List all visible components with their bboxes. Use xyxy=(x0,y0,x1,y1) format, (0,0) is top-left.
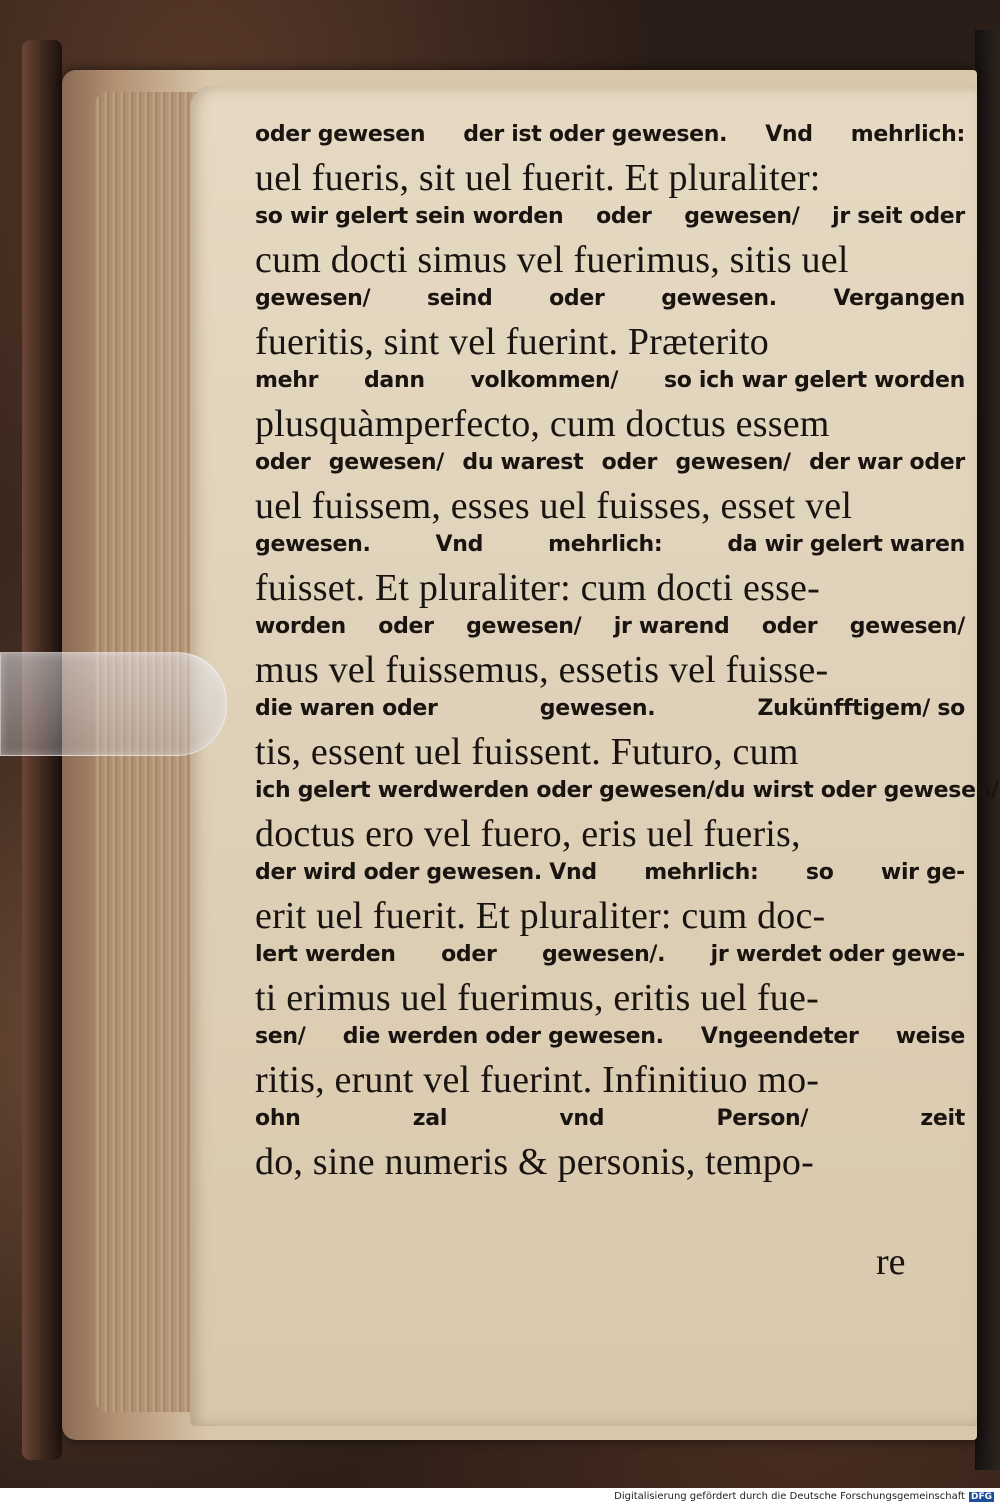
gloss-segment: der wird oder gewesen. Vnd xyxy=(255,860,597,885)
gloss-line xyxy=(255,942,965,967)
gloss-line xyxy=(255,204,965,229)
gloss-segment: lert werden xyxy=(255,942,396,967)
gloss-segment: worden xyxy=(255,614,346,639)
latin-line: ti erimus uel fuerimus, eritis uel fue- xyxy=(255,977,819,1019)
gloss-segment: du wirst oder gewesen/ xyxy=(714,778,999,803)
gloss-line xyxy=(255,860,965,885)
gloss-segment: gewesen/. xyxy=(541,942,666,967)
gloss-segment: oder xyxy=(378,614,434,639)
latin-line: ritis, erunt vel fuerint. Infinitiuo mo- xyxy=(255,1059,820,1101)
latin-line: uel fueris, sit uel fuerit. Et pluraliter: xyxy=(255,157,821,199)
gloss-segment: Vnd xyxy=(765,122,813,147)
gloss-segment: du warest xyxy=(462,450,584,475)
gloss-segment: jr werdet oder gewe- xyxy=(710,942,965,967)
gloss-segment: Person/ xyxy=(716,1106,809,1131)
gloss-segment: so ich war gelert worden xyxy=(663,368,965,393)
gloss-line xyxy=(255,532,965,557)
latin-line: fueritis, sint vel fuerint. Præterito xyxy=(255,321,769,363)
latin-line: tis, essent uel fuissent. Futuro, cum xyxy=(255,731,799,773)
latin-line: erit uel fuerit. Et pluraliter: cum doc- xyxy=(255,895,826,937)
gloss-segment: gewesen/ xyxy=(255,286,371,311)
gloss-segment: sen/ xyxy=(255,1024,306,1049)
gloss-segment: die werden oder gewesen. xyxy=(342,1024,664,1049)
gloss-segment: oder xyxy=(761,614,818,639)
gloss-segment: Vnd xyxy=(435,532,484,557)
gloss-segment: der ist oder gewesen. xyxy=(463,122,728,147)
latin-line: do, sine numeris & personis, tempo- xyxy=(255,1141,814,1183)
book-board xyxy=(975,30,1000,1470)
gloss-segment: da wir gelert waren xyxy=(727,532,965,557)
gloss-line xyxy=(255,614,965,639)
gloss-segment: Vergangen xyxy=(833,286,965,311)
gloss-segment: mehr xyxy=(255,368,319,393)
gloss-segment: die waren oder xyxy=(255,696,438,721)
gloss-line xyxy=(255,778,999,803)
gloss-segment: gewesen. xyxy=(661,286,777,311)
gloss-segment: zal xyxy=(412,1106,448,1131)
footer-bar xyxy=(0,1488,1000,1505)
footer-credit: Digitalisierung gefördert durch die Deutsche Forschungsgemeinschaft xyxy=(614,1491,965,1502)
gloss-segment: seind xyxy=(426,286,493,311)
gloss-segment: mehrlich: xyxy=(850,122,965,147)
gloss-segment: so xyxy=(805,860,834,885)
gloss-segment: weise xyxy=(895,1024,965,1049)
gloss-segment: jr warend xyxy=(613,614,730,639)
dfg-logo: DFG xyxy=(970,1491,992,1502)
gloss-segment: oder xyxy=(601,450,658,475)
gloss-segment: oder xyxy=(255,450,311,475)
gloss-line xyxy=(255,450,965,475)
gloss-segment: gewesen. xyxy=(255,532,371,557)
gloss-segment: dann xyxy=(363,368,425,393)
gloss-segment: vnd xyxy=(559,1106,605,1131)
gloss-segment: zeit xyxy=(920,1106,965,1131)
catchword: re xyxy=(876,1241,906,1283)
gloss-segment: mehrlich: xyxy=(644,860,759,885)
gloss-segment: ohn xyxy=(255,1106,301,1131)
gloss-segment: oder xyxy=(596,204,652,229)
gloss-segment: wir ge- xyxy=(880,860,965,885)
gloss-segment: oder xyxy=(441,942,497,967)
gloss-segment: gewesen/ xyxy=(849,614,965,639)
gloss-segment: mehrlich: xyxy=(548,532,663,557)
gloss-segment: oder xyxy=(549,286,605,311)
gloss-line xyxy=(255,1106,965,1131)
latin-line: plusquàmperfecto, cum doctus essem xyxy=(255,403,830,445)
gloss-segment: jr seit oder xyxy=(832,204,965,229)
gloss-segment: oder gewesen xyxy=(255,122,426,147)
gloss-segment: volkommen/ xyxy=(470,368,619,393)
gloss-line xyxy=(255,122,965,147)
gloss-line xyxy=(255,1024,965,1049)
latin-line: uel fuissem, esses uel fuisses, esset vel xyxy=(255,485,853,527)
gloss-segment: Zukünfftigem/ so xyxy=(757,696,965,721)
gloss-line xyxy=(255,696,965,721)
gloss-segment: gewesen/ xyxy=(466,614,582,639)
gloss-segment: ich gelert werd xyxy=(255,778,439,803)
gloss-line xyxy=(255,368,965,393)
gloss-segment: gewesen/ xyxy=(684,204,800,229)
latin-line: doctus ero vel fuero, eris uel fueris, xyxy=(255,813,801,855)
latin-line: fuisset. Et pluraliter: cum docti esse- xyxy=(255,567,820,609)
page-clip xyxy=(0,652,227,756)
latin-line: mus vel fuissemus, essetis vel fuisse- xyxy=(255,649,829,691)
gloss-segment: gewesen. xyxy=(539,696,656,721)
gloss-line xyxy=(255,286,965,311)
gloss-segment: Vngeendeter xyxy=(700,1024,859,1049)
gloss-segment: der war oder xyxy=(809,450,965,475)
gloss-segment: so wir gelert sein worden xyxy=(255,204,564,229)
gloss-segment: werden oder gewesen/ xyxy=(438,778,715,803)
gloss-segment: gewesen/ xyxy=(675,450,791,475)
latin-line: cum docti simus vel fuerimus, sitis uel xyxy=(255,239,849,281)
gloss-segment: gewesen/ xyxy=(328,450,445,475)
